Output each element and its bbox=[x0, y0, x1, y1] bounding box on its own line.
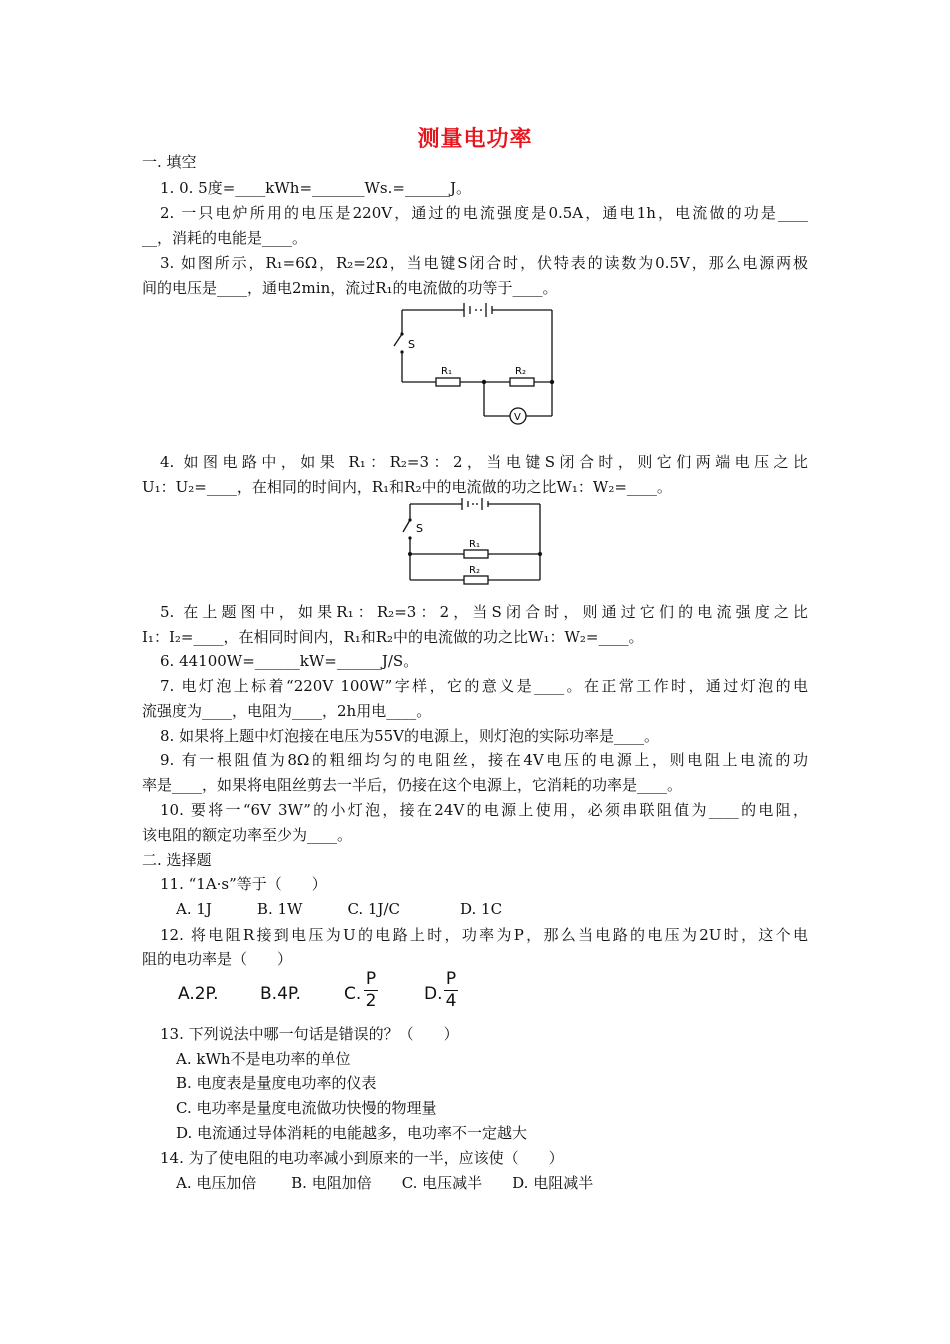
r1-label: R₁ bbox=[441, 366, 452, 377]
option-d-prefix: D. bbox=[424, 984, 443, 1004]
question-13-option-c: C. 电功率是量度电流做功快慢的物理量 bbox=[176, 1099, 437, 1117]
question-13-option-d: D. 电流通过导体消耗的电能越多，电功率不一定越大 bbox=[176, 1124, 528, 1142]
switch-label: S bbox=[416, 522, 423, 535]
option-d-fraction bbox=[444, 970, 458, 1011]
question-11-options: A. 1J B. 1W C. 1J/C D. 1C bbox=[176, 900, 503, 918]
question-3-line-2: 间的电压是____，通电2min，流过R₁的电流做的功等于____。 bbox=[142, 279, 558, 297]
option-a: A.2P. bbox=[178, 984, 219, 1004]
option-c-fraction bbox=[364, 970, 378, 1011]
question-7-line-1: 7. 电灯泡上标着“220V 100W”字样，它的意义是____。在正常工作时，通过灯泡的电 bbox=[160, 677, 808, 695]
question-12-options bbox=[178, 970, 478, 1018]
question-10-line-1: 10. 要将一“6V 3W”的小灯泡，接在24V的电源上使用，必须串联阻值为____的电阻， bbox=[160, 801, 808, 819]
question-6: 6. 44100W=______kW=______J/S。 bbox=[160, 652, 419, 670]
question-13-option-a: A. kWh不是电功率的单位 bbox=[176, 1050, 351, 1068]
question-1: 1. 0. 5度=____kWh=_______Ws.=______J。 bbox=[160, 179, 471, 197]
option-c-numerator: P bbox=[365, 969, 377, 989]
option-d-numerator: P bbox=[445, 969, 457, 989]
question-9-line-1: 9. 有一根阻值为8Ω的粗细均匀的电阻丝，接在4V电压的电源上，则电阻上电流的功 bbox=[160, 751, 808, 769]
circuit-diagram-2 bbox=[398, 496, 548, 586]
question-9-line-2: 率是____，如果将电阻丝剪去一半后，仍接在这个电源上，它消耗的功率是____。 bbox=[142, 776, 683, 794]
question-3-line-1: 3. 如图所示，R₁=6Ω，R₂=2Ω，当电键S闭合时，伏特表的读数为0.5V，那么电源两极 bbox=[160, 254, 808, 272]
question-5-line-2: I₁：I₂=____，在相同时间内，R₁和R₂中的电流做的功之比W₁：W₂=____。 bbox=[142, 628, 644, 646]
question-12-line-1: 12. 将电阻R接到电压为U的电路上时，功率为P，那么当电路的电压为2U时，这个电 bbox=[160, 926, 808, 944]
question-14: 14. 为了使电阻的电功率减小到原来的一半，应该使（ ） bbox=[160, 1149, 564, 1167]
option-d-denominator: 4 bbox=[445, 991, 457, 1011]
r2-label: R₂ bbox=[515, 366, 526, 377]
question-5-line-1: 5. 在上题图中，如果R₁：R₂=3：2，当S闭合时，则通过它们的电流强度之比 bbox=[160, 603, 808, 621]
voltmeter-label: V bbox=[514, 412, 521, 423]
r1-label: R₁ bbox=[469, 539, 480, 550]
question-8: 8. 如果将上题中灯泡接在电压为55V的电源上，则灯泡的实际功率是____。 bbox=[160, 727, 660, 745]
question-13-option-b: B. 电度表是量度电功率的仪表 bbox=[176, 1074, 377, 1092]
question-12-line-2: 阻的电功率是（ ） bbox=[142, 950, 293, 968]
question-11: 11. “1A·s”等于（ ） bbox=[160, 875, 327, 893]
section-choice-heading: 二. 选择题 bbox=[142, 851, 212, 869]
option-c-prefix: C. bbox=[344, 984, 362, 1004]
question-13: 13. 下列说法中哪一句话是错误的？（ ） bbox=[160, 1025, 459, 1043]
question-4-line-2: U₁：U₂=____，在相同的时间内，R₁和R₂中的电流做的功之比W₁：W₂=____。 bbox=[142, 478, 672, 496]
option-b: B.4P. bbox=[260, 984, 301, 1004]
question-7-line-2: 流强度为____，电阻为____，2h用电____。 bbox=[142, 702, 432, 720]
option-c-denominator: 2 bbox=[365, 991, 377, 1011]
switch-label: S bbox=[408, 338, 415, 351]
r2-label: R₂ bbox=[469, 565, 480, 576]
question-2-line-2: __，消耗的电能是____。 bbox=[142, 229, 308, 247]
question-14-options: A. 电压加倍 B. 电阻加倍 C. 电压减半 D. 电阻减半 bbox=[176, 1174, 594, 1192]
question-2-line-1: 2. 一只电炉所用的电压是220V，通过的电流强度是0.5A，通电1h，电流做的功是____ bbox=[160, 204, 808, 222]
circuit-diagram-1 bbox=[384, 298, 574, 430]
question-10-line-2: 该电阻的额定功率至少为____。 bbox=[142, 826, 353, 844]
section-fill-heading: 一. 填空 bbox=[142, 153, 197, 171]
page-title: 测量电功率 bbox=[417, 127, 533, 152]
question-4-line-1: 4. 如图电路中，如果 R₁：R₂=3：2，当电键S闭合时，则它们两端电压之比 bbox=[160, 453, 808, 471]
